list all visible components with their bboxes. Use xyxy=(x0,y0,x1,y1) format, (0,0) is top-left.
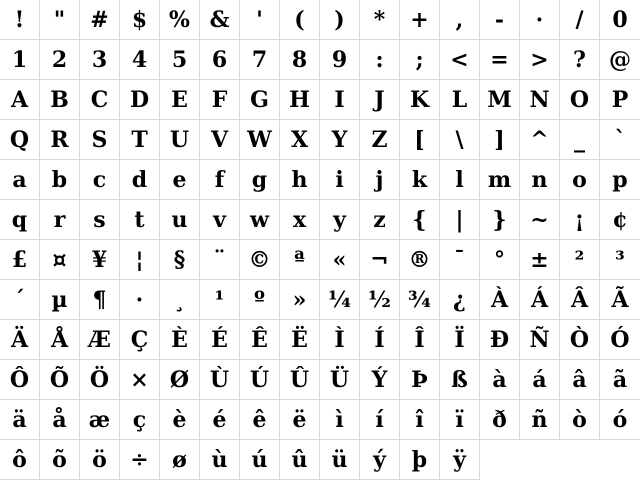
glyph-cell[interactable]: Ô xyxy=(0,360,40,400)
glyph-cell[interactable]: 5 xyxy=(160,40,200,80)
glyph-cell[interactable]: ï xyxy=(440,400,480,440)
glyph-cell[interactable]: 7 xyxy=(240,40,280,80)
glyph-cell[interactable]: © xyxy=(240,240,280,280)
glyph-cell[interactable]: æ xyxy=(80,400,120,440)
glyph-cell[interactable]: a xyxy=(0,160,40,200)
glyph-cell[interactable]: Ò xyxy=(560,320,600,360)
glyph-cell[interactable]: ` xyxy=(600,120,640,160)
glyph-cell[interactable]: o xyxy=(560,160,600,200)
glyph-cell[interactable]: 4 xyxy=(120,40,160,80)
glyph-cell[interactable]: V xyxy=(200,120,240,160)
glyph-cell[interactable]: ò xyxy=(560,400,600,440)
glyph-cell[interactable]: N xyxy=(520,80,560,120)
glyph-cell-empty[interactable] xyxy=(600,440,640,480)
glyph-cell[interactable]: : xyxy=(360,40,400,80)
glyph-cell[interactable]: ) xyxy=(320,0,360,40)
glyph-cell[interactable]: Ð xyxy=(480,320,520,360)
glyph-cell[interactable]: ß xyxy=(440,360,480,400)
glyph-cell[interactable]: º xyxy=(240,280,280,320)
glyph-cell[interactable]: * xyxy=(360,0,400,40)
glyph-cell[interactable]: ÿ xyxy=(440,440,480,480)
glyph-cell[interactable]: b xyxy=(40,160,80,200)
glyph-cell[interactable]: + xyxy=(400,0,440,40)
glyph-cell[interactable]: m xyxy=(480,160,520,200)
glyph-cell[interactable]: ¥ xyxy=(80,240,120,280)
glyph-cell[interactable]: Ñ xyxy=(520,320,560,360)
glyph-cell[interactable]: c xyxy=(80,160,120,200)
glyph-cell[interactable]: 6 xyxy=(200,40,240,80)
glyph-cell[interactable]: µ xyxy=(40,280,80,320)
glyph-cell[interactable]: à xyxy=(480,360,520,400)
glyph-cell[interactable]: D xyxy=(120,80,160,120)
glyph-cell[interactable]: ^ xyxy=(520,120,560,160)
glyph-cell[interactable]: ° xyxy=(480,240,520,280)
glyph-cell[interactable]: 9 xyxy=(320,40,360,80)
glyph-cell[interactable]: ê xyxy=(240,400,280,440)
glyph-cell[interactable]: f xyxy=(200,160,240,200)
glyph-cell[interactable]: r xyxy=(40,200,80,240)
glyph-cell[interactable]: & xyxy=(200,0,240,40)
glyph-cell[interactable]: g xyxy=(240,160,280,200)
glyph-cell[interactable]: j xyxy=(360,160,400,200)
glyph-cell[interactable]: F xyxy=(200,80,240,120)
glyph-cell[interactable]: ² xyxy=(560,240,600,280)
glyph-cell[interactable]: ± xyxy=(520,240,560,280)
glyph-cell[interactable]: z xyxy=(360,200,400,240)
glyph-cell[interactable]: 2 xyxy=(40,40,80,80)
glyph-cell[interactable]: ù xyxy=(200,440,240,480)
glyph-cell[interactable]: ü xyxy=(320,440,360,480)
glyph-cell[interactable]: £ xyxy=(0,240,40,280)
glyph-cell[interactable]: " xyxy=(40,0,80,40)
glyph-cell[interactable]: ö xyxy=(80,440,120,480)
glyph-cell[interactable]: é xyxy=(200,400,240,440)
glyph-cell[interactable]: Ë xyxy=(280,320,320,360)
glyph-cell[interactable]: - xyxy=(480,0,520,40)
glyph-cell[interactable]: I xyxy=(320,80,360,120)
glyph-cell[interactable]: [ xyxy=(400,120,440,160)
glyph-cell[interactable]: L xyxy=(440,80,480,120)
glyph-cell[interactable]: } xyxy=(480,200,520,240)
glyph-cell[interactable]: ä xyxy=(0,400,40,440)
glyph-cell[interactable]: ¬ xyxy=(360,240,400,280)
glyph-cell[interactable]: È xyxy=(160,320,200,360)
glyph-cell[interactable]: Ä xyxy=(0,320,40,360)
glyph-cell[interactable]: ¼ xyxy=(320,280,360,320)
glyph-cell[interactable]: ~ xyxy=(520,200,560,240)
glyph-cell[interactable]: ë xyxy=(280,400,320,440)
glyph-cell[interactable]: A xyxy=(0,80,40,120)
glyph-cell[interactable]: 8 xyxy=(280,40,320,80)
glyph-cell[interactable]: ª xyxy=(280,240,320,280)
glyph-cell[interactable]: / xyxy=(560,0,600,40)
glyph-cell[interactable]: ø xyxy=(160,440,200,480)
glyph-cell[interactable]: t xyxy=(120,200,160,240)
glyph-cell[interactable]: Â xyxy=(560,280,600,320)
glyph-cell[interactable]: H xyxy=(280,80,320,120)
glyph-cell[interactable]: k xyxy=(400,160,440,200)
glyph-cell[interactable]: « xyxy=(320,240,360,280)
glyph-cell[interactable]: Î xyxy=(400,320,440,360)
glyph-cell[interactable]: Ý xyxy=(360,360,400,400)
glyph-cell[interactable]: ( xyxy=(280,0,320,40)
glyph-cell[interactable]: Ó xyxy=(600,320,640,360)
glyph-cell[interactable]: % xyxy=(160,0,200,40)
glyph-cell[interactable]: l xyxy=(440,160,480,200)
glyph-cell[interactable]: í xyxy=(360,400,400,440)
glyph-cell[interactable]: ; xyxy=(400,40,440,80)
glyph-cell[interactable]: p xyxy=(600,160,640,200)
glyph-cell[interactable]: T xyxy=(120,120,160,160)
glyph-cell[interactable]: v xyxy=(200,200,240,240)
glyph-cell[interactable]: n xyxy=(520,160,560,200)
glyph-cell[interactable]: P xyxy=(600,80,640,120)
glyph-cell[interactable]: K xyxy=(400,80,440,120)
glyph-cell[interactable]: â xyxy=(560,360,600,400)
glyph-cell[interactable]: , xyxy=(440,0,480,40)
glyph-cell[interactable]: Ø xyxy=(160,360,200,400)
glyph-cell[interactable]: 1 xyxy=(0,40,40,80)
glyph-cell[interactable]: ¡ xyxy=(560,200,600,240)
glyph-cell[interactable]: 0 xyxy=(600,0,640,40)
glyph-cell[interactable]: s xyxy=(80,200,120,240)
glyph-cell[interactable]: ì xyxy=(320,400,360,440)
glyph-cell[interactable]: > xyxy=(520,40,560,80)
glyph-cell[interactable]: S xyxy=(80,120,120,160)
glyph-cell[interactable]: á xyxy=(520,360,560,400)
glyph-cell[interactable]: ¿ xyxy=(440,280,480,320)
glyph-cell[interactable]: Æ xyxy=(80,320,120,360)
glyph-cell[interactable]: w xyxy=(240,200,280,240)
glyph-cell[interactable]: ¸ xyxy=(160,280,200,320)
glyph-cell[interactable]: e xyxy=(160,160,200,200)
glyph-cell[interactable]: B xyxy=(40,80,80,120)
glyph-cell[interactable]: | xyxy=(440,200,480,240)
glyph-cell[interactable]: × xyxy=(120,360,160,400)
glyph-cell[interactable]: E xyxy=(160,80,200,120)
glyph-cell[interactable]: _ xyxy=(560,120,600,160)
glyph-cell[interactable]: ¤ xyxy=(40,240,80,280)
glyph-cell[interactable]: Í xyxy=(360,320,400,360)
glyph-cell[interactable]: $ xyxy=(120,0,160,40)
glyph-cell[interactable]: ¢ xyxy=(600,200,640,240)
glyph-cell[interactable]: ® xyxy=(400,240,440,280)
glyph-cell[interactable]: { xyxy=(400,200,440,240)
glyph-cell[interactable]: O xyxy=(560,80,600,120)
glyph-cell[interactable]: ð xyxy=(480,400,520,440)
glyph-cell[interactable]: Ù xyxy=(200,360,240,400)
glyph-cell[interactable]: Ì xyxy=(320,320,360,360)
glyph-cell[interactable]: ÷ xyxy=(120,440,160,480)
glyph-cell[interactable]: å xyxy=(40,400,80,440)
glyph-cell[interactable]: Y xyxy=(320,120,360,160)
glyph-cell[interactable]: 3 xyxy=(80,40,120,80)
glyph-cell[interactable]: À xyxy=(480,280,520,320)
glyph-cell[interactable]: ½ xyxy=(360,280,400,320)
glyph-cell[interactable]: · xyxy=(520,0,560,40)
glyph-cell[interactable]: ¶ xyxy=(80,280,120,320)
glyph-cell[interactable]: ã xyxy=(600,360,640,400)
glyph-cell[interactable]: i xyxy=(320,160,360,200)
glyph-cell[interactable]: Ü xyxy=(320,360,360,400)
glyph-cell[interactable]: Ê xyxy=(240,320,280,360)
glyph-cell[interactable]: ú xyxy=(240,440,280,480)
glyph-cell[interactable]: Å xyxy=(40,320,80,360)
glyph-cell[interactable]: y xyxy=(320,200,360,240)
glyph-cell[interactable]: ý xyxy=(360,440,400,480)
glyph-cell[interactable]: M xyxy=(480,80,520,120)
glyph-cell[interactable]: ³ xyxy=(600,240,640,280)
glyph-cell[interactable]: = xyxy=(480,40,520,80)
glyph-cell[interactable]: Ã xyxy=(600,280,640,320)
glyph-cell[interactable]: G xyxy=(240,80,280,120)
glyph-cell[interactable]: q xyxy=(0,200,40,240)
glyph-cell-empty[interactable] xyxy=(480,440,520,480)
glyph-cell[interactable]: ó xyxy=(600,400,640,440)
glyph-cell[interactable]: u xyxy=(160,200,200,240)
glyph-cell-empty[interactable] xyxy=(560,440,600,480)
glyph-cell-empty[interactable] xyxy=(520,440,560,480)
glyph-cell[interactable]: d xyxy=(120,160,160,200)
glyph-cell[interactable]: õ xyxy=(40,440,80,480)
glyph-cell[interactable]: § xyxy=(160,240,200,280)
glyph-cell[interactable]: þ xyxy=(400,440,440,480)
glyph-cell[interactable]: ? xyxy=(560,40,600,80)
glyph-cell[interactable]: Õ xyxy=(40,360,80,400)
glyph-cell[interactable]: \ xyxy=(440,120,480,160)
glyph-cell[interactable]: É xyxy=(200,320,240,360)
glyph-cell[interactable]: W xyxy=(240,120,280,160)
glyph-cell[interactable]: ¹ xyxy=(200,280,240,320)
glyph-cell[interactable]: < xyxy=(440,40,480,80)
glyph-cell[interactable]: ç xyxy=(120,400,160,440)
glyph-cell[interactable]: x xyxy=(280,200,320,240)
glyph-cell[interactable]: # xyxy=(80,0,120,40)
glyph-cell[interactable]: J xyxy=(360,80,400,120)
glyph-cell[interactable]: » xyxy=(280,280,320,320)
glyph-cell[interactable]: @ xyxy=(600,40,640,80)
glyph-cell[interactable]: ¦ xyxy=(120,240,160,280)
glyph-cell[interactable]: ´ xyxy=(0,280,40,320)
glyph-cell[interactable]: ¯ xyxy=(440,240,480,280)
glyph-cell[interactable]: û xyxy=(280,440,320,480)
glyph-cell[interactable]: ' xyxy=(240,0,280,40)
glyph-cell[interactable]: X xyxy=(280,120,320,160)
glyph-cell[interactable]: ñ xyxy=(520,400,560,440)
glyph-cell[interactable]: ô xyxy=(0,440,40,480)
glyph-cell[interactable]: h xyxy=(280,160,320,200)
glyph-cell[interactable]: è xyxy=(160,400,200,440)
glyph-cell[interactable]: Á xyxy=(520,280,560,320)
glyph-cell[interactable]: U xyxy=(160,120,200,160)
glyph-cell[interactable]: ¾ xyxy=(400,280,440,320)
glyph-cell[interactable]: î xyxy=(400,400,440,440)
glyph-cell[interactable]: Z xyxy=(360,120,400,160)
glyph-cell[interactable]: Ú xyxy=(240,360,280,400)
glyph-cell[interactable]: · xyxy=(120,280,160,320)
glyph-cell[interactable]: Þ xyxy=(400,360,440,400)
glyph-cell[interactable]: Ï xyxy=(440,320,480,360)
glyph-cell[interactable]: Ç xyxy=(120,320,160,360)
glyph-cell[interactable]: Ö xyxy=(80,360,120,400)
glyph-cell[interactable]: C xyxy=(80,80,120,120)
glyph-cell[interactable]: ] xyxy=(480,120,520,160)
glyph-cell[interactable]: ¨ xyxy=(200,240,240,280)
glyph-cell[interactable]: Q xyxy=(0,120,40,160)
glyph-cell[interactable]: R xyxy=(40,120,80,160)
glyph-cell[interactable]: Û xyxy=(280,360,320,400)
glyph-cell[interactable]: ! xyxy=(0,0,40,40)
